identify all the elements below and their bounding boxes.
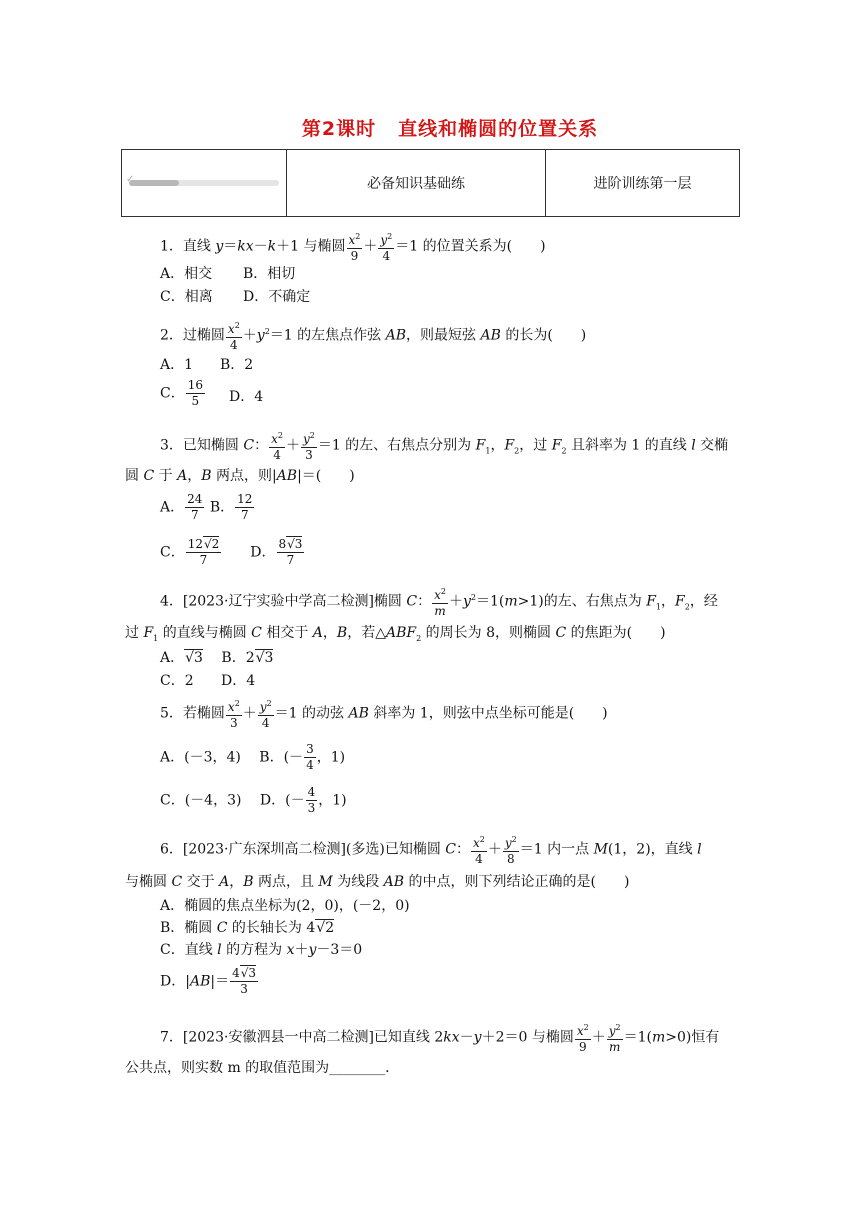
question-1: 1．直线 y＝kx－k＋1 与椭圆 $\frac{x^2}{9}$ ＋ $\frac{y^2}{4}$ ＝1 的位置关系为( ) [160,229,546,264]
q5-options-cd: C．(－4，3) D．(－ $\frac{4}{3}$ ，1) [160,785,347,815]
question-3-line-2: 圆 C 于 A，B 两点，则|AB|＝( ) [125,468,355,484]
page-title [0,114,860,141]
question-2: 2．过椭圆 $\frac{x^2}{4}$ $+y^2=1$ 的左焦点作弦 AB，则最短弦 AB 的长为( ) [160,318,586,353]
q4-option-d: D．4 [221,673,256,689]
question-4-line-2: 过 $F_1$ 的直线与椭圆 C 相交于 A，B，若$\triangle ABF_2$ 的周长为 8，则椭圆 C 的焦距为( ) [125,625,666,643]
section-label: 必备知识基础练 [287,150,546,217]
section-header-table [121,149,740,217]
q1-option-d: D．不确定 [243,289,311,305]
q1-option-c: C．相离 [160,289,213,305]
level-label: 进阶训练第一层 [546,150,740,217]
question-6-line-2: 与椭圆 C 交于 A，B 两点，且 M 为线段 AB 的中点，则下列结论正确的是( ) [125,874,630,890]
question-3-line-1: 3．已知椭圆 C： $\frac{x^2}{4}$ ＋ $\frac{y^2}{3}$ ＝1 的左、右焦点分别为 $F_1$，$F_2$，过 $F_2$ 且斜率为 1 的直线 l 交椭 [160,428,728,463]
q1-option-a: A．相交 [160,266,213,282]
q3-options-cd: C． $\frac{12√2}{7}$ D． $\frac{8√3}{7}$ [160,537,303,567]
check-icon: ✓ [126,174,135,185]
q2-option-c: C． $\frac{16}{5}$ [160,378,203,408]
progress-cell [122,150,287,217]
progress-fill [129,180,179,186]
q2-option-b: B．2 [220,357,254,373]
q1-option-b: B．相切 [243,266,296,282]
q4-options-ab: A．√3 B．2√3 [160,650,274,666]
question-5: 5．若椭圆 $\frac{x^2}{3}$ ＋ $\frac{y^2}{4}$ ＝1 的动弦 AB 斜率为 1，则弦中点坐标可能是( ) [160,696,608,731]
lesson-number: 第2课时 [301,118,377,140]
q6-option-c: C．直线 l 的方程为 x＋y－3＝0 [160,942,363,958]
question-6-line-1: 6．[2023·广东深圳高二检测](多选)已知椭圆 C： $\frac{x^2}{4}$ ＋ $\frac{y^2}{8}$ ＝1 内一点 M(1，2)，直线 l [160,832,702,867]
q2-option-a: A．1 [160,357,194,373]
question-4-line-1: 4．[2023·辽宁实验中学高二检测]椭圆 C： $\frac{x^2}{m}$ $+y^2=1(m>1)$的左、右焦点为 $F_1$，$F_2$，经 [160,584,718,619]
q6-option-b: B．椭圆 C 的长轴长为 4√2 [160,920,335,936]
q4-option-c: C．2 [160,673,194,689]
q6-option-d: D．|AB|＝ $\frac{4√3}{3}$ [160,966,256,996]
lesson-topic: 直线和椭圆的位置关系 [398,118,599,140]
question-7-line-1: 7．[2023·安徽泗县一中高二检测]已知直线 2kx－y＋2＝0 与椭圆 $\frac{x^2}{9}$ ＋ $\frac{y^2}{m}$ ＝1(m>0)恒有 [160,1020,719,1055]
q3-options-ab: A． $\frac{24}{7}$ B． $\frac{12}{7}$ [160,492,253,522]
progress-bar [126,174,279,186]
q6-option-a: A．椭圆的焦点坐标为(2，0)，(－2，0) [160,898,410,914]
q2-option-d: D．4 [229,389,264,405]
question-7-line-2: 公共点，则实数 m 的取值范围为________． [125,1060,400,1076]
q5-options-ab: A．(－3，4) B．(－ $\frac{3}{4}$ ，1) [160,742,346,772]
